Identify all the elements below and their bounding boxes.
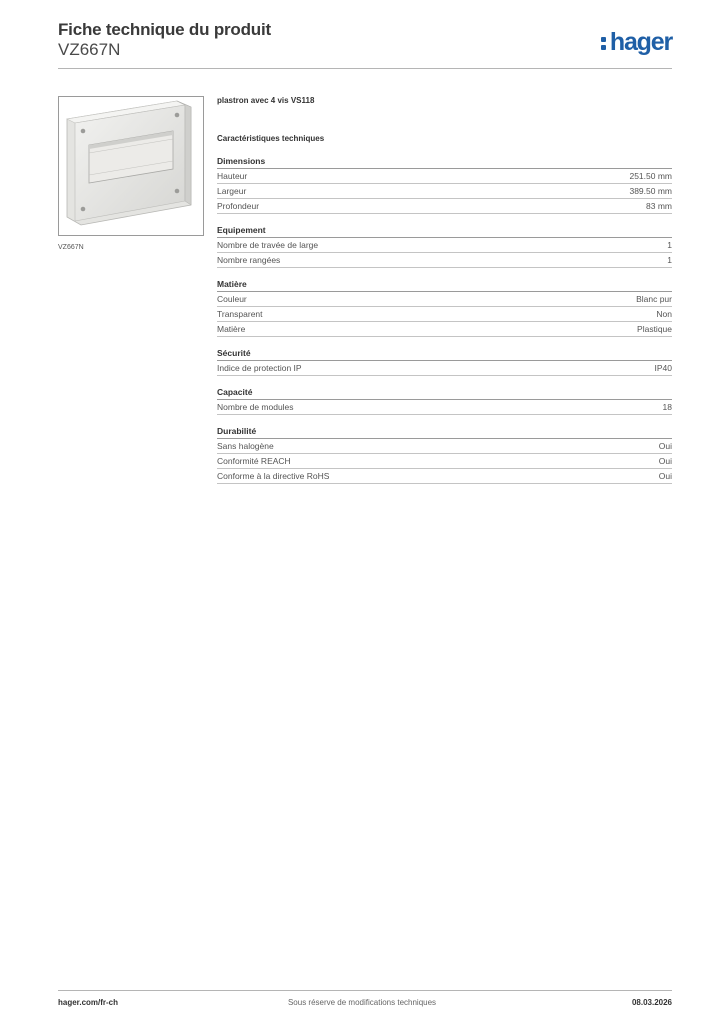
product-reference: VZ667N bbox=[58, 40, 121, 59]
logo-dots-icon bbox=[601, 34, 607, 51]
spec-row bbox=[217, 307, 672, 322]
spec-row bbox=[217, 292, 672, 307]
spec-value: IP40 bbox=[654, 363, 672, 373]
spec-value: 251.50 mm bbox=[629, 171, 672, 181]
spec-label: Nombre de travée de large bbox=[217, 240, 319, 250]
spec-row bbox=[217, 469, 672, 484]
spec-label: Nombre de modules bbox=[217, 402, 294, 412]
spec-label: Profondeur bbox=[217, 201, 260, 211]
spec-label: Indice de protection IP bbox=[217, 363, 302, 373]
spec-row bbox=[217, 361, 672, 376]
hager-logo[interactable] bbox=[601, 28, 672, 57]
spec-label: Transparent bbox=[217, 309, 263, 319]
spec-label: Sans halogène bbox=[217, 441, 274, 451]
spec-value: 83 mm bbox=[646, 201, 672, 211]
spec-row bbox=[217, 439, 672, 454]
product-image bbox=[58, 96, 204, 236]
spec-value: 389.50 mm bbox=[629, 186, 672, 196]
spec-value: 18 bbox=[662, 402, 672, 412]
technical-characteristics-heading: Caractéristiques techniques bbox=[217, 134, 325, 143]
spec-label: Hauteur bbox=[217, 171, 248, 181]
spec-group-title: Dimensions bbox=[217, 155, 672, 169]
spec-content bbox=[217, 94, 672, 484]
spec-row bbox=[217, 238, 672, 253]
spec-label: Matière bbox=[217, 324, 246, 334]
spec-value: Blanc pur bbox=[636, 294, 672, 304]
spec-value: 1 bbox=[667, 240, 672, 250]
spec-group bbox=[217, 278, 672, 337]
footer-date: 08.03.2026 bbox=[631, 998, 672, 1007]
image-caption: VZ667N bbox=[58, 244, 84, 251]
spec-groups bbox=[217, 155, 672, 484]
header-divider bbox=[58, 68, 672, 69]
spec-group-title: Matière bbox=[217, 278, 672, 292]
spec-group bbox=[217, 224, 672, 268]
spec-value: Non bbox=[656, 309, 672, 319]
spec-group-title: Durabilité bbox=[217, 425, 672, 439]
page-title: Fiche technique du produit bbox=[58, 20, 271, 39]
spec-group bbox=[217, 425, 672, 484]
spec-row bbox=[217, 169, 672, 184]
spec-row bbox=[217, 184, 672, 199]
logo-text: hager bbox=[609, 28, 672, 56]
spec-value: Oui bbox=[658, 456, 672, 466]
product-description: plastron avec 4 vis VS118 bbox=[217, 96, 315, 105]
spec-value: 1 bbox=[667, 255, 672, 265]
spec-group-title: Capacité bbox=[217, 386, 672, 400]
spec-label: Couleur bbox=[217, 294, 247, 304]
footer-disclaimer: Sous réserve de modifications techniques bbox=[287, 998, 437, 1007]
spec-label: Conformité REACH bbox=[217, 456, 291, 466]
spec-label: Nombre rangées bbox=[217, 255, 281, 265]
footer-divider bbox=[58, 990, 672, 991]
spec-value: Plastique bbox=[637, 324, 672, 334]
spec-group bbox=[217, 155, 672, 214]
spec-label: Largeur bbox=[217, 186, 247, 196]
spec-group-title: Equipement bbox=[217, 224, 672, 238]
spec-row bbox=[217, 322, 672, 337]
cover-plate-illustration bbox=[59, 97, 203, 235]
spec-group-title: Sécurité bbox=[217, 347, 672, 361]
spec-label: Conforme à la directive RoHS bbox=[217, 471, 330, 481]
spec-group bbox=[217, 347, 672, 376]
spec-row bbox=[217, 400, 672, 415]
spec-value: Oui bbox=[658, 471, 672, 481]
spec-row bbox=[217, 253, 672, 268]
spec-row bbox=[217, 199, 672, 214]
spec-row bbox=[217, 454, 672, 469]
footer-website-link[interactable]: hager.com/fr-ch bbox=[58, 998, 119, 1007]
spec-group bbox=[217, 386, 672, 415]
spec-value: Oui bbox=[658, 441, 672, 451]
